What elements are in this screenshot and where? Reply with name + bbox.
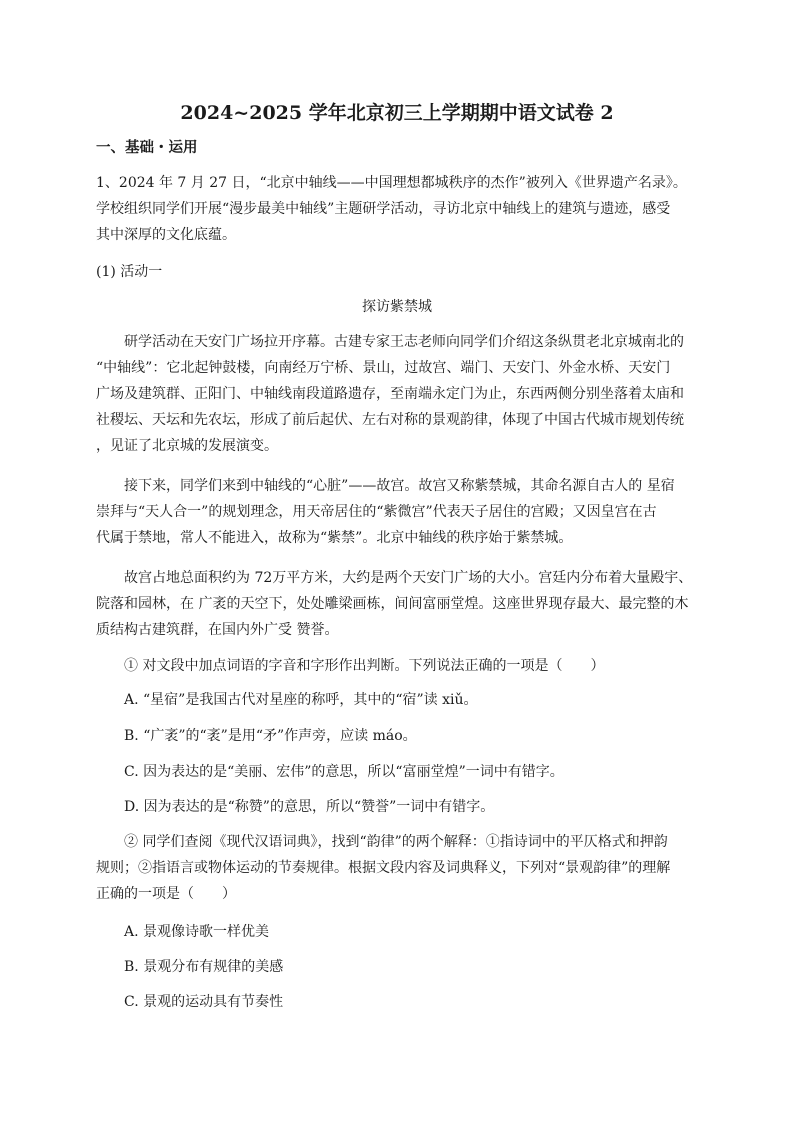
question-intro-line: 学校组织同学们开展“漫步最美中轴线”主题研学活动，寻访北京中轴线上的建筑与遗迹，感受 [96, 201, 671, 217]
activity-label: (1) 活动一 [96, 264, 163, 280]
answer-option: A. 景观像诗歌一样优美 [124, 924, 270, 940]
passage-title: 探访紫禁城 [362, 299, 432, 315]
answer-option: C. 景观的运动具有节奏性 [124, 994, 284, 1010]
paragraph-line: 接下来，同学们来到中轴线的“心脏”——故宫。故宫又称紫禁城，其命名源自古人的 星宿 [124, 478, 675, 494]
question-intro-line: 1、2024 年 7 月 27 日，“北京中轴线——中国理想都城秩序的杰作”被列入《世界遗产名录》。 [96, 175, 687, 191]
section-heading: 一、基础・运用 [96, 139, 198, 156]
paragraph-line: ，见证了北京城的发展演变。 [96, 438, 278, 454]
paragraph-line: 代属于禁地，常人不能进入，故称为“紫禁”。北京中轴线的秩序始于紫禁城。 [96, 530, 573, 546]
question-stem: ① 对文段中加点词语的字音和字形作出判断。下列说法正确的一项是（ ） [124, 658, 605, 674]
page-title: 2024~2025 学年北京初三上学期期中语文试卷 2 [180, 102, 614, 124]
answer-option: A. “星宿”是我国古代对星座的称呼，其中的“宿”读 xiǔ。 [124, 692, 478, 708]
paragraph-line: “中轴线”：它北起钟鼓楼，向南经万宁桥、景山，过故宫、端门、天安门、外金水桥、天安门 [96, 360, 671, 376]
answer-option: C. 因为表达的是“美丽、宏伟”的意思，所以“富丽堂煌”一词中有错字。 [124, 764, 564, 780]
question-stem: 正确的一项是（ ） [96, 886, 236, 902]
paragraph-line: 院落和园林，在 广袤的天空下，处处雕梁画栋，间间富丽堂煌。这座世界现存最大、最完整的木 [96, 596, 689, 612]
paragraph-line: 社稷坛、天坛和先农坛，形成了前后起伏、左右对称的景观韵律，体现了中国古代城市规划传统 [96, 412, 684, 428]
question-intro-line: 其中深厚的文化底蕴。 [96, 227, 236, 243]
paragraph-line: 研学活动在天安门广场拉开序幕。古建专家王志老师向同学们介绍这条纵贯老北京城南北的 [124, 334, 684, 350]
answer-option: B. 景观分布有规律的美感 [124, 959, 284, 975]
answer-option: B. “广袤”的“袤”是用“矛”作声旁，应读 máo。 [124, 728, 417, 744]
answer-option: D. 因为表达的是“称赞”的意思，所以“赞誉”一词中有错字。 [124, 799, 495, 815]
paragraph-line: 广场及建筑群、正阳门、中轴线南段道路遗存，至南端永定门为止，东西两侧分别坐落着太庙和 [96, 386, 684, 402]
paragraph-line: 质结构古建筑群，在国内外广受 赞誉。 [96, 622, 339, 638]
paragraph-line: 故宫占地总面积约为 72万平方米，大约是两个天安门广场的大小。宫廷内分布着大量殿宇、 [124, 570, 693, 586]
question-stem: ② 同学们查阅《现代汉语词典》，找到“韵律”的两个解释：①指诗词中的平仄格式和押韵 [124, 834, 668, 850]
paragraph-line: 崇拜与“天人合一”的规划理念，用天帝居住的“紫微宫”代表天子居住的宫殿；又因皇宫在古 [96, 504, 657, 520]
question-stem: 规则；②指语言或物体运动的节奏规律。根据文段内容及词典释义，下列对“景观韵律”的理解 [96, 860, 671, 876]
